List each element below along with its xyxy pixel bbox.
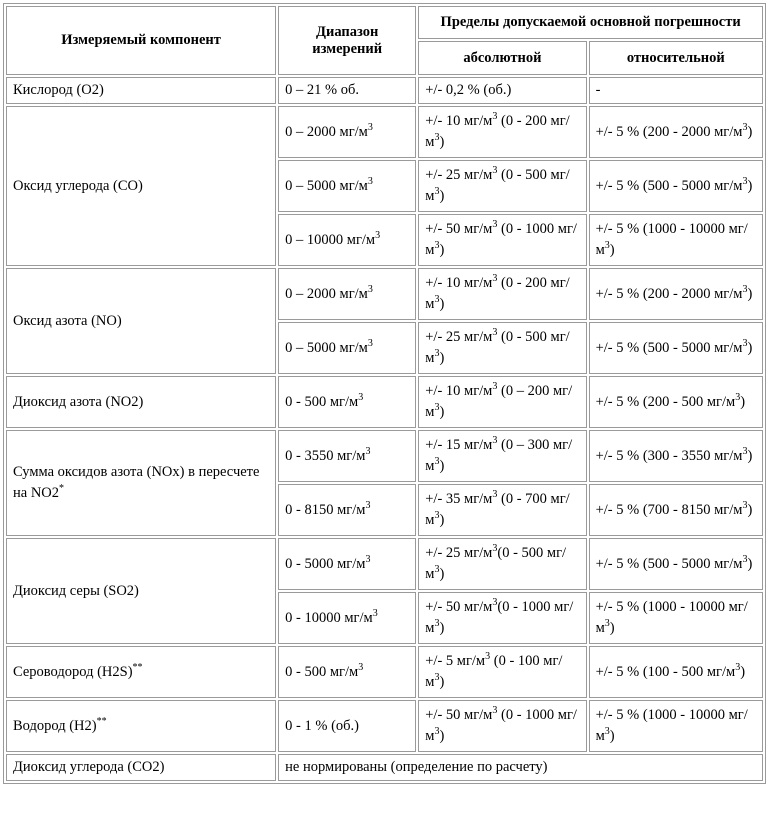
abs-error-cell: +/- 10 $мг/м^3$ (0 – 200 $мг/м^3$) (418, 376, 586, 428)
component-name: Водород (H2)** (6, 700, 276, 752)
rel-error-cell: +/- 5 % (1000 - 10000 $мг/м^3$) (589, 700, 763, 752)
rel-error-cell: +/- 5 % (300 - 3550 $мг/м^3$) (589, 430, 763, 482)
abs-error-cell: +/- 15 $мг/м^3$ (0 – 300 $мг/м^3$) (418, 430, 586, 482)
table-row (6, 754, 763, 781)
header-relative: относительной (589, 41, 763, 75)
header-range: Диапазон измерений (278, 6, 416, 75)
range-cell: 0 – 5000 $мг/м^3$ (278, 322, 416, 374)
abs-error-cell: +/- 25 $мг/м^3(0 - 500$ $мг/м^3$) (418, 538, 586, 590)
range-cell: 0 – 21 % об. (278, 77, 416, 104)
range-cell: 0 – 2000 $мг/м^3$ (278, 268, 416, 320)
header-component: Измеряемый компонент (6, 6, 276, 75)
table-row (6, 700, 763, 752)
header-limits: Пределы допускаемой основной погрешности (418, 6, 763, 39)
range-cell: 0 – 2000 $мг/м^3$ (278, 106, 416, 158)
rel-error-cell: +/- 5 % (200 - 2000 $мг/м^3$) (589, 268, 763, 320)
abs-error-cell: +/- 50 $мг/м^3$ (0 - 1000 $мг/м^3$) (418, 214, 586, 266)
range-cell: 0 - 5000 $мг/м^3$ (278, 538, 416, 590)
abs-error-cell: +/- 0,2 % (об.) (418, 77, 586, 104)
abs-error-cell: +/- 5 $мг/м^3$ (0 - 100 $мг/м^3$) (418, 646, 586, 698)
component-name: Диоксид азота (NO2) (6, 376, 276, 428)
rel-error-cell: +/- 5 % (100 - 500 $мг/м^3$) (589, 646, 763, 698)
component-name: Кислород (О2) (6, 77, 276, 104)
rel-error-cell: +/- 5 % (1000 - 10000 $мг/м^3$) (589, 592, 763, 644)
range-cell: 0 - 500 $мг/м^3$ (278, 376, 416, 428)
range-cell: 0 – 10000 $мг/м^3$ (278, 214, 416, 266)
component-name: Сумма оксидов азота (NOx) в пересчете на NO2* (6, 430, 276, 536)
abs-error-cell: +/- 25 $мг/м^3$ (0 - 500 $мг/м^3$) (418, 160, 586, 212)
component-name: Диоксид углерода (СО2) (6, 754, 276, 781)
range-cell: 0 - 10000 $мг/м^3$ (278, 592, 416, 644)
rel-error-cell: +/- 5 % (1000 - 10000 $мг/м^3$) (589, 214, 763, 266)
table-row (6, 106, 763, 158)
component-name: Оксид углерода (СО) (6, 106, 276, 266)
component-name: Сероводород (H2S)** (6, 646, 276, 698)
abs-error-cell: +/- 50 $мг/м^3(0 - 1000$ $мг/м^3$) (418, 592, 586, 644)
abs-error-cell: +/- 10 $мг/м^3$ (0 - 200 $мг/м^3$) (418, 268, 586, 320)
abs-error-cell: +/- 25 $мг/м^3$ (0 - 500 $мг/м^3$) (418, 322, 586, 374)
rel-error-cell: +/- 5 % (700 - 8150 $мг/м^3$) (589, 484, 763, 536)
table-row (6, 646, 763, 698)
range-cell: 0 - 3550 $мг/м^3$ (278, 430, 416, 482)
header-absolute: абсолютной (418, 41, 586, 75)
rel-error-cell: +/- 5 % (500 - 5000 $мг/м^3$) (589, 160, 763, 212)
component-name: Оксид азота (NO) (6, 268, 276, 374)
abs-error-cell: +/- 35 $мг/м^3$ (0 - 700 $мг/м^3$) (418, 484, 586, 536)
rel-error-cell: +/- 5 % (200 - 2000 $мг/м^3$) (589, 106, 763, 158)
rel-error-cell: - (589, 77, 763, 104)
table-row (6, 538, 763, 590)
rel-error-cell: +/- 5 % (500 - 5000 $мг/м^3$) (589, 322, 763, 374)
abs-error-cell: +/- 10 $мг/м^3$ (0 - 200 $мг/м^3$) (418, 106, 586, 158)
rel-error-cell: +/- 5 % (500 - 5000 $мг/м^3$) (589, 538, 763, 590)
table-row (6, 376, 763, 428)
rel-error-cell: +/- 5 % (200 - 500 $мг/м^3$) (589, 376, 763, 428)
range-cell: 0 - 8150 $мг/м^3$ (278, 484, 416, 536)
component-name: Диоксид серы (SO2) (6, 538, 276, 644)
abs-error-cell: +/- 50 $мг/м^3$ (0 - 1000 $мг/м^3$) (418, 700, 586, 752)
table-row (6, 77, 763, 104)
not-normalized-note: не нормированы (определение по расчету) (278, 754, 763, 781)
table-row (6, 268, 763, 320)
table-row (6, 430, 763, 482)
measurement-spec-table (3, 3, 766, 784)
range-cell: 0 – 5000 $мг/м^3$ (278, 160, 416, 212)
range-cell: 0 - 500 $мг/м^3$ (278, 646, 416, 698)
range-cell: 0 - 1 % (об.) (278, 700, 416, 752)
